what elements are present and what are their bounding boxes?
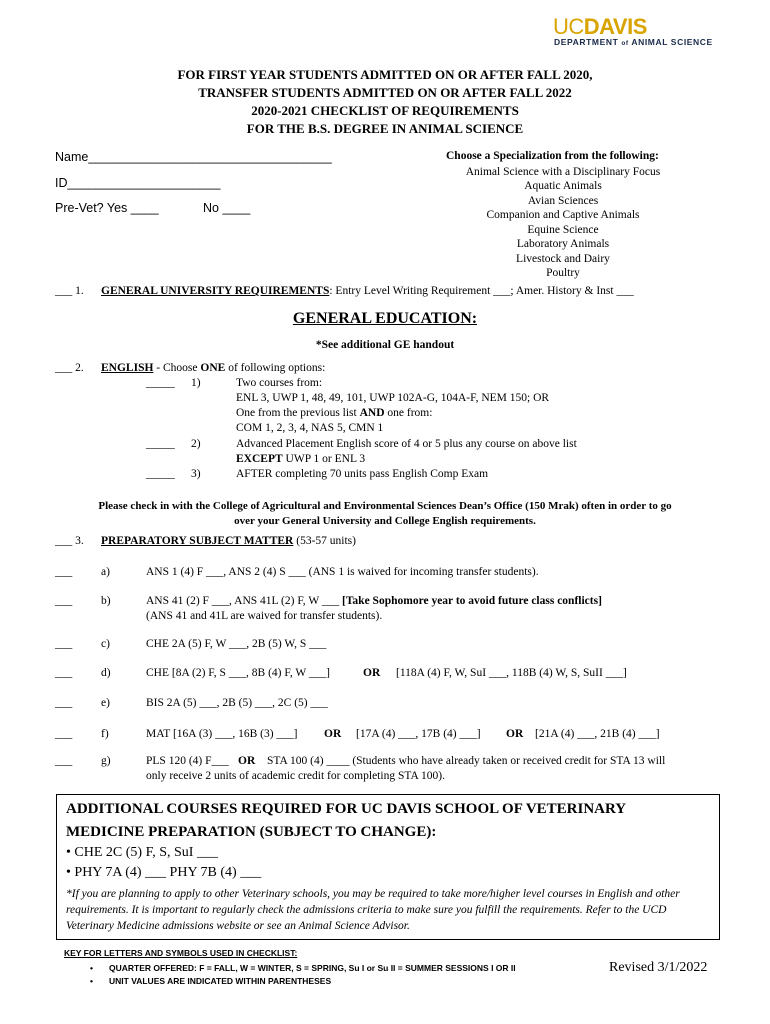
english-opt1-line1: Two courses from: — [236, 377, 323, 389]
logo-dept-of: of — [621, 40, 629, 47]
ge-subheading: *See additional GE handout — [315, 339, 455, 351]
prep-b-letter: b) — [101, 595, 111, 607]
vet-box-item-1: • CHE 2C (5) F, S, SuI ___ — [66, 845, 218, 860]
english-opt1-l3a: One from the previous list — [236, 407, 360, 419]
prep-f-or: OR — [324, 728, 342, 740]
prep-e-letter: e) — [101, 697, 110, 709]
prep-c-letter: c) — [101, 638, 110, 650]
english-opt1-line2: ENL 3, UWP 1, 48, 49, 101, UWP 102A-G, 104A-F, NEM 150; OR — [236, 392, 550, 404]
vet-box-heading-2: MEDICINE PREPARATION (SUBJECT TO CHANGE): — [66, 824, 437, 840]
prep-b-note: [Take Sophomore year to avoid future class conflicts] — [341, 595, 602, 607]
prep-d-letter: d) — [101, 667, 111, 679]
req2-line — [101, 362, 325, 374]
specialization-item: Poultry — [546, 267, 580, 279]
req2-intro-one: ONE — [200, 362, 226, 374]
prep-f-or2: OR — [506, 728, 524, 740]
prep-a-text: ANS 1 (4) F ___, ANS 2 (4) S ___ (ANS 1 is waived for incoming transfer students). — [146, 566, 539, 578]
title-line-1: FOR FIRST YEAR STUDENTS ADMITTED ON OR AFTER FALL 2020, — [177, 67, 593, 82]
req1-rest: : Entry Level Writing Requirement ___; Amer. History & Inst ___ — [329, 285, 634, 297]
specialization-heading: Choose a Specialization from the following: — [446, 150, 659, 162]
req1-line — [101, 285, 634, 297]
prep-d-text: CHE [8A (2) F, S ___, 8B (4) F, W ___] — [146, 667, 330, 679]
vet-box-note: *If you are planning to apply to other Veterinary schools, you may be required to take more/higher level courses in English and other requirements. It is important to regularly check the admissions criteria to make sure you fulfill the requirements. Refer to the UCD Veterinary Medicine admissions website or see an Animal Science Advisor. — [66, 888, 680, 932]
notice-line-2: over your General University and College English requirements. — [234, 515, 536, 527]
prep-e-text: BIS 2A (5) ___, 2B (5) ___, 2C (5) ___ — [146, 697, 328, 709]
specialization-item: Equine Science — [527, 224, 599, 236]
req3-line — [101, 535, 356, 547]
prep-f-letter: f) — [101, 728, 109, 740]
specialization-item: Companion and Captive Animals — [486, 209, 640, 221]
english-opt2-blank[interactable]: _____ — [146, 438, 175, 450]
english-opt2-l2b: UWP 1 or ENL 3 — [282, 453, 366, 465]
department-name — [554, 37, 713, 47]
prep-g-line2: only receive 2 units of academic credit for completing STA 100). — [146, 770, 445, 782]
english-opt1-num: 1) — [191, 377, 201, 389]
prep-b-courses: ANS 41 (2) F ___, ANS 41L (2) F, W ___ — [146, 595, 342, 607]
prep-b-text — [146, 595, 602, 607]
vet-box-heading-1: ADDITIONAL COURSES REQUIRED FOR UC DAVIS SCHOOL OF VETERINARY — [66, 801, 627, 817]
title-line-2: TRANSFER STUDENTS ADMITTED ON OR AFTER FALL 2022 — [198, 85, 572, 100]
logo-dept-pre: DEPARTMENT — [554, 37, 622, 47]
prep-b-blank[interactable]: ___ — [55, 595, 73, 607]
title-line-4: FOR THE B.S. DEGREE IN ANIMAL SCIENCE — [246, 121, 524, 136]
english-opt2-line2 — [236, 453, 365, 465]
req3-units: (53-57 units) — [293, 535, 356, 547]
english-opt1-blank[interactable]: _____ — [146, 377, 175, 389]
specialization-item: Animal Science with a Disciplinary Focus — [465, 166, 661, 178]
english-opt1-l3b: one from: — [384, 407, 433, 419]
key-item-1: QUARTER OFFERED: F = FALL, W = WINTER, S = SPRING, Su I or Su II = SUMMER SESSIONS I OR II — [109, 963, 516, 973]
notice-line-1: Please check in with the College of Agricultural and Environmental Sciences Dean’s Office (150 Mrak) often in order to go — [98, 500, 672, 512]
prep-g-text2: STA 100 (4) ____ (Students who have already taken or received credit for STA 13 will — [267, 755, 666, 767]
ge-heading: GENERAL EDUCATION: — [292, 310, 478, 327]
vet-school-box — [56, 794, 720, 940]
prep-f-text: MAT [16A (3) ___, 16B (3) ___] — [146, 728, 298, 740]
key-bullet-1: • — [90, 963, 93, 973]
prep-g-or: OR — [238, 755, 256, 767]
prep-c-text: CHE 2A (5) F, W ___, 2B (5) W, S ___ — [146, 638, 327, 650]
specialization-item: Laboratory Animals — [516, 238, 610, 250]
specialization-item: Avian Sciences — [527, 195, 599, 207]
english-opt3-blank[interactable]: _____ — [146, 468, 175, 480]
logo-davis: DAVIS — [583, 14, 647, 39]
prep-a-blank[interactable]: ___ — [55, 566, 73, 578]
english-opt2-line1: Advanced Placement English score of 4 or 5 plus any course on above list — [236, 438, 577, 450]
id-field[interactable]: ID______________________ — [55, 176, 221, 190]
prevet-no-field[interactable]: No ____ — [203, 201, 251, 215]
english-opt1-line3 — [236, 407, 432, 419]
specialization-item: Livestock and Dairy — [516, 253, 610, 265]
prep-g-blank[interactable]: ___ — [55, 755, 73, 767]
english-opt1-line4: COM 1, 2, 3, 4, NAS 5, CMN 1 — [236, 422, 384, 434]
prep-g-letter: g) — [101, 755, 111, 767]
prep-g-text: PLS 120 (4) F___ — [146, 755, 229, 767]
title-line-3: 2020-2021 CHECKLIST OF REQUIREMENTS — [251, 103, 519, 118]
req1-label: GENERAL UNIVERSITY REQUIREMENTS — [101, 285, 330, 297]
req3-label: PREPARATORY SUBJECT MATTER — [101, 535, 294, 547]
specialization-item: Aquatic Animals — [524, 180, 602, 192]
prep-d-or: OR — [363, 667, 381, 679]
english-opt3-line1: AFTER completing 70 units pass English Comp Exam — [236, 468, 489, 480]
prep-f-text3: [21A (4) ___, 21B (4) ___] — [535, 728, 660, 740]
vet-box-item-2: • PHY 7A (4) ___ PHY 7B (4) ___ — [66, 865, 262, 880]
req3-blank[interactable]: ___ 3. — [55, 535, 84, 547]
prep-c-blank[interactable]: ___ — [55, 638, 73, 650]
req2-intro-a: - Choose — [153, 362, 201, 374]
req2-intro-b: of following options: — [225, 362, 326, 374]
prevet-yes-field[interactable]: Pre-Vet? Yes ____ — [55, 201, 159, 215]
key-heading: KEY FOR LETTERS AND SYMBOLS USED IN CHECKLIST: — [64, 948, 298, 958]
english-opt1-and: AND — [359, 407, 385, 419]
english-opt2-num: 2) — [191, 438, 201, 450]
prep-d-text2: [118A (4) F, W, SuI ___, 118B (4) W, S, SuII ___] — [396, 667, 627, 679]
english-opt3-num: 3) — [191, 468, 201, 480]
req2-label: ENGLISH — [101, 362, 154, 374]
req1-blank[interactable]: ___ 1. — [55, 285, 84, 297]
prep-b-line2: (ANS 41 and 41L are waived for transfer students). — [146, 610, 383, 622]
key-bullet-2: • — [90, 976, 93, 986]
req2-blank[interactable]: ___ 2. — [55, 362, 84, 374]
name-field[interactable]: Name___________________________________ — [55, 150, 332, 164]
key-item-2: UNIT VALUES ARE INDICATED WITHIN PARENTHESES — [109, 976, 332, 986]
revised-date: Revised 3/1/2022 — [609, 960, 708, 975]
prep-d-blank[interactable]: ___ — [55, 667, 73, 679]
prep-f-blank[interactable]: ___ — [55, 728, 73, 740]
prep-f-text2: [17A (4) ___, 17B (4) ___] — [356, 728, 481, 740]
logo-uc: UC — [553, 14, 584, 39]
english-opt2-except: EXCEPT — [236, 453, 283, 465]
logo-dept-post: ANIMAL SCIENCE — [628, 37, 713, 47]
prep-e-blank[interactable]: ___ — [55, 697, 73, 709]
prep-a-letter: a) — [101, 566, 110, 578]
